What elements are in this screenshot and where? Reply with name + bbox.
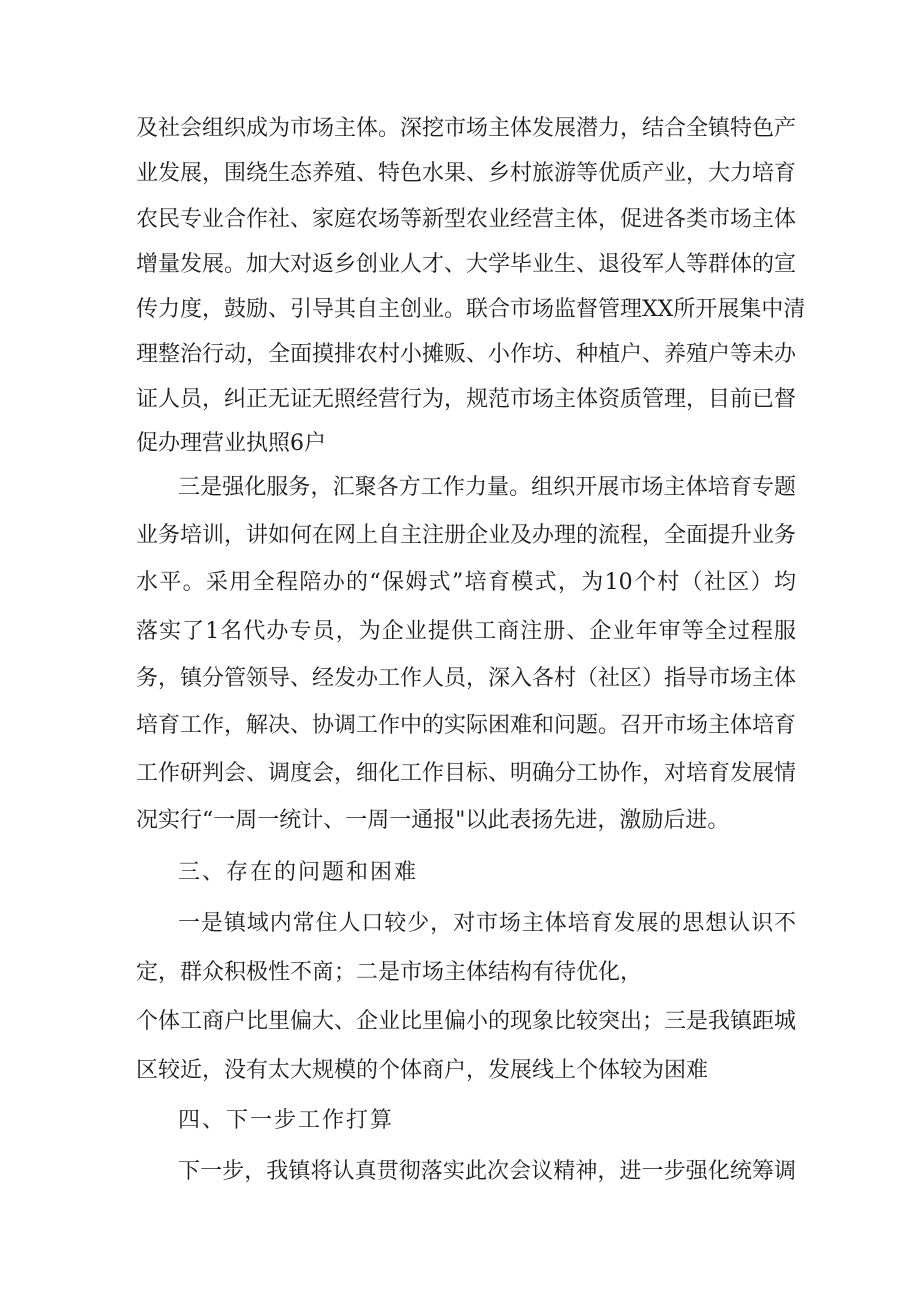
- paragraph-3-line-3: 个体工商户比里偏大、企业比里偏小的现象比较突出；三是我镇距城: [136, 1009, 797, 1034]
- paragraph-2-line-3: 水平。采用全程陪办的“保姆式”培育模式，为10个村（社区）均: [136, 570, 796, 595]
- paragraph-1-line-5: 传力度，鼓励、引导其自主创业。联合市场监督管理XX所开展集中清: [136, 297, 806, 322]
- paragraph-3-line-4: 区较近，没有太大规模的个体商户，发展线上个体较为困难: [136, 1058, 709, 1083]
- paragraph-2-line-8: 况实行“一周一统计、一周一通报"以此表扬先进，激励后进。: [136, 808, 730, 833]
- paragraph-1-line-6: 理整治行动，全面摸排农村小摊贩、小作坊、种植户、养殖户等未办: [136, 342, 797, 367]
- paragraph-2-line-7: 工作研判会、调度会，细化工作目标、明确分工协作，对培育发展情: [136, 761, 797, 786]
- paragraph-1-line-3: 农民专业合作社、家庭农场等新型农业经营主体，促进各类市场主体: [136, 207, 797, 232]
- paragraph-2-line-1: 三是强化服务，汇聚各方工作力量。组织开展市场主体培育专题: [178, 475, 796, 500]
- paragraph-4-line-1: 下一步，我镇将认真贯彻落实此次会议精神，进一步强化统筹调: [178, 1159, 796, 1184]
- paragraph-2-line-6: 培育工作，解决、协调工作中的实际困难和问题。召开市场主体培育: [136, 713, 797, 738]
- paragraph-3-line-1: 一是镇域内常住人口较少，对市场主体培育发展的思想认识不: [178, 911, 796, 936]
- section-heading-next-steps: 四、下一步工作打算: [178, 1108, 395, 1133]
- paragraph-1-line-8: 促办理营业执照6户: [136, 431, 326, 456]
- paragraph-1-line-2: 业发展，围绕生态养殖、特色水果、乡村旅游等优质产业，大力培育: [136, 161, 797, 186]
- paragraph-1-line-1: 及社会组织成为市场主体。深挖市场主体发展潜力，结合全镇特色产: [136, 116, 797, 141]
- paragraph-1-line-7: 证人员，纠正无证无照经营行为，规范市场主体资质管理，目前已督: [136, 387, 797, 412]
- paragraph-2-line-4: 落实了1名代办专员，为企业提供工商注册、企业年审等全过程服: [136, 619, 796, 644]
- paragraph-3-line-2: 定，群众积极性不啇；二是市场主体结构有待优化，: [136, 960, 643, 985]
- paragraph-2-line-2: 业务培训，讲如何在网上自主注册企业及办理的流程，全面提升业务: [136, 523, 797, 548]
- section-heading-problems: 三、存在的问题和困难: [178, 860, 419, 885]
- paragraph-2-line-5: 务，镇分管领导、经发办工作人员，深入各村（社区）指导市场主体: [136, 666, 797, 691]
- paragraph-1-line-4: 增量发展。加大对返乡创业人才、大学毕业生、退役军人等群体的宣: [136, 252, 797, 277]
